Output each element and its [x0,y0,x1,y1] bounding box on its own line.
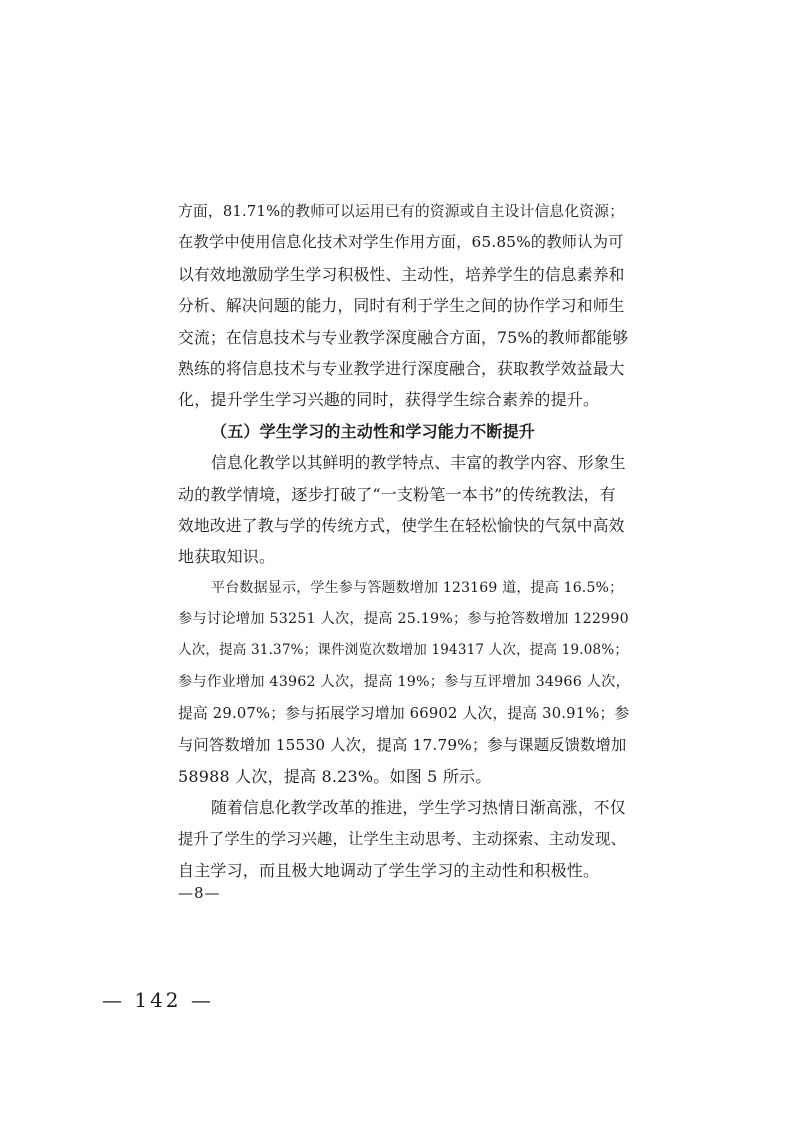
paragraph-line: 地获取知识。 [178,547,276,567]
paragraph-line: 方面，81.71%的教师可以运用已有的资源或自主设计信息化资源； [178,203,625,220]
body-text [178,196,630,887]
paragraph-line: 与问答数增加 15530 人次，提高 17.79%；参与课题反馈数增加 [178,735,627,754]
paragraph-line: 58988 人次，提高 8.23%。如图 5 所示。 [178,767,492,787]
section-heading: （五）学生学习的主动性和学习能力不断提升 [211,421,536,441]
paragraph-line: 随着信息化教学改革的推进，学生学习热情日渐高涨，不仅 [211,798,626,818]
paragraph-line: 参与讨论增加 53251 人次，提高 25.19%；参与抢答数增加 122990 [178,611,629,628]
paragraph-line: 化，提升学生学习兴趣的同时，获得学生综合素养的提升。 [178,390,600,410]
paragraph-line: 参与作业增加 43962 人次，提高 19%；参与互评增加 34966 人次， [178,673,631,690]
paragraph-line: 信息化教学以其鲜明的教学特点、丰富的教学内容、形象生 [211,453,626,473]
paragraph-line: 分析、解决问题的能力，同时有利于学生之间的协作学习和师生 [178,296,625,316]
page-number: —8— [178,884,221,902]
paragraph-line: 平台数据显示，学生参与答题数增加 123169 道，提高 16.5%； [211,579,624,596]
paragraph-line: 以有效地激励学生学习积极性、主动性，培养学生的信息素养和 [178,264,625,284]
paragraph-line: 效地改进了教与学的传统方式，使学生在轻松愉快的气氛中高效 [178,515,625,535]
paragraph-line: 提高 29.07%；参与拓展学习增加 66902 人次，提高 30.91%；参 [178,705,630,723]
paragraph-line: 熟练的将信息技术与专业教学进行深度融合，获取教学效益最大 [178,358,625,378]
paragraph-line: 人次，提高 31.37%；课件浏览次数增加 194317 人次，提高 19.08%； [178,642,629,659]
paragraph-line: 在教学中使用信息化技术对学生作用方面，65.85%的教师认为可 [178,233,624,252]
paragraph-line: 自主学习，而且极大地调动了学生学习的主动性和积极性。 [178,861,600,881]
paragraph-line: 动的教学情境，逐步打破了“一支粉笔一本书”的传统教法，有 [178,484,616,504]
book-page-number: — 142 — [102,988,214,1012]
paragraph-line: 提升了学生的学习兴趣，让学生主动思考、主动探索、主动发现、 [178,829,627,848]
paragraph-line: 交流；在信息技术与专业教学深度融合方面，75%的教师都能够 [178,327,629,347]
